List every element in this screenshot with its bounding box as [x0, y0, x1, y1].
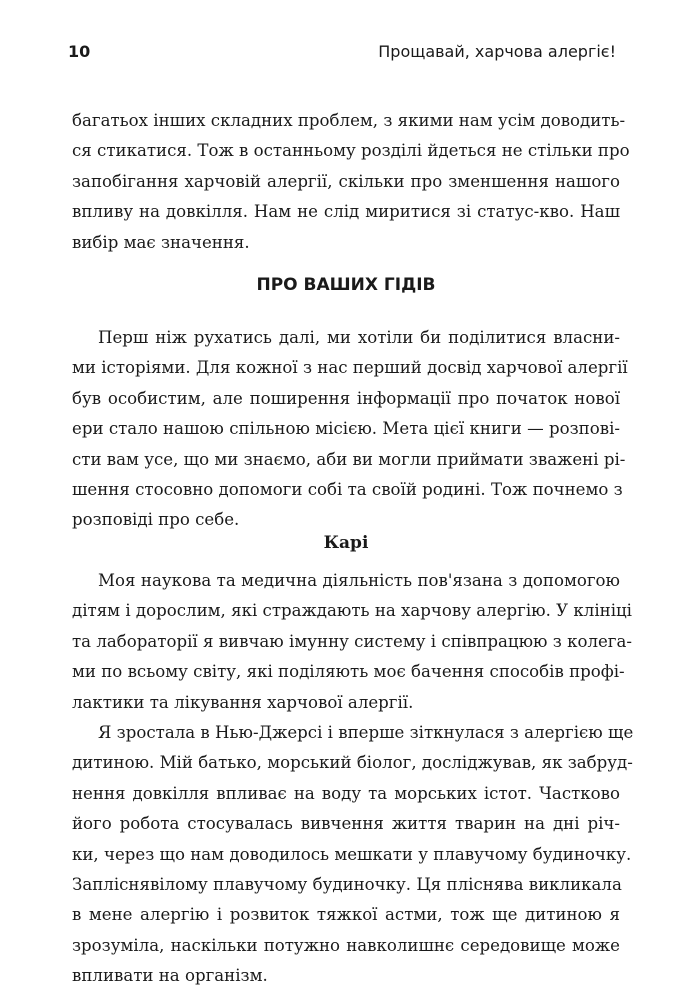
intro-paragraph: [72, 106, 630, 258]
text-line: вибір має значення.: [72, 232, 250, 252]
text-line: впливу на довкілля. Нам не слід миритися зі статус-кво. Наш: [72, 202, 620, 222]
kari-paragraph-2: [72, 718, 634, 992]
text-line: нення довкілля впливає на воду та морських істот. Частково: [72, 783, 620, 803]
text-line: його робота стосувалась вивчення життя тварин на дні річ-: [72, 814, 620, 834]
text-line: та лабораторії я вивчаю імунну систему і співпрацюю з колега-: [72, 631, 632, 651]
text-line: дитиною. Мій батько, морський біолог, досліджував, як забруд-: [72, 753, 633, 773]
text-line: Моя наукова та медична діяльність пов'язана з допомогою: [98, 571, 620, 590]
text-line: ся стикатися. Тож в останньому розділі йдеться не стільки про: [72, 141, 630, 161]
text-line: Перш ніж рухатись далі, ми хотіли би поділитися власни-: [98, 328, 620, 347]
text-line: сти вам усе, що ми знаємо, аби ви могли приймати зважені рі-: [72, 449, 626, 469]
kari-paragraph-1: [72, 566, 632, 718]
page-number: 10: [68, 42, 91, 61]
text-line: Запліснявілому плавучому будиночку. Ця пліснява викликала: [72, 875, 622, 895]
text-line: лактики та лікування харчової алергії.: [72, 692, 414, 712]
text-line: впливати на організм.: [72, 966, 268, 986]
subsection-heading: Карі: [323, 533, 369, 553]
text-line: в мене алергію і розвиток тяжкої астми, тож ще дитиною я: [72, 905, 620, 925]
text-line: був особистим, але поширення інформації про початок нової: [72, 388, 620, 408]
text-line: запобігання харчовій алергії, скільки про зменшення нашого: [72, 171, 620, 191]
text-line: Я зростала в Нью-Джерсі і вперше зіткнулася з алергією ще: [98, 723, 634, 742]
text-line: багатьох інших складних проблем, з якими нам усім доводить-: [72, 111, 626, 130]
text-line: ми історіями. Для кожної з нас перший досвід харчової алергії: [72, 358, 628, 378]
page-header: [68, 40, 616, 64]
running-title: Прощавай, харчова алергіє!: [378, 42, 616, 61]
text-line: ми по всьому світу, які поділяють моє бачення способів профі-: [72, 662, 625, 682]
guides-paragraph: [72, 323, 628, 536]
section-heading: ПРО ВАШИХ ГІДІВ: [256, 275, 436, 295]
text-line: розповіді про себе.: [72, 510, 240, 530]
text-line: шення стосовно допомоги собі та своїй родині. Тож почнемо з: [72, 480, 623, 500]
text-line: ери стало нашою спільною місією. Мета цієї книги — розпові-: [72, 419, 620, 439]
text-line: зрозуміла, наскільки потужно навколишнє середовище може: [72, 935, 620, 955]
text-line: ки, через що нам доводилось мешкати у плавучому будиночку.: [72, 844, 632, 864]
text-line: дітям і дорослим, які страждають на харчову алергію. У клініці: [72, 601, 632, 621]
